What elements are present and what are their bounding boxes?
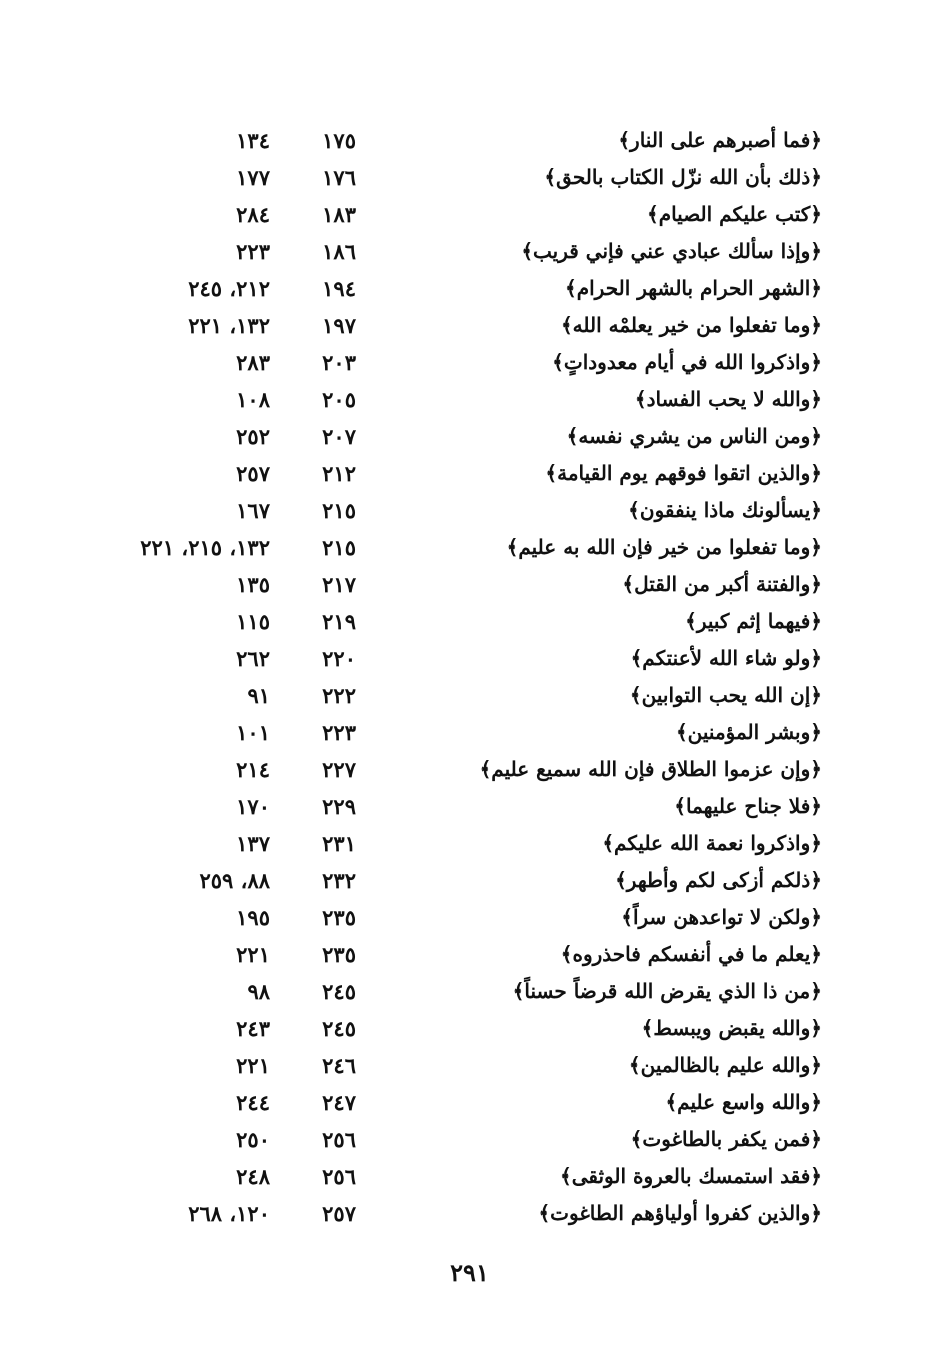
- verse-text: ﴿والذين اتقوا فوقهم يوم القيامة﴾: [545, 461, 822, 485]
- verse-text: ﴿ومن الناس من يشري نفسه﴾: [566, 424, 822, 448]
- verse-number: ٢٢٠: [322, 646, 356, 671]
- index-row: [0, 677, 939, 714]
- verse-number: ٢٣٥: [322, 905, 356, 930]
- verse-number: ٢١٩: [322, 609, 356, 634]
- page-references: ٢٥٢: [236, 424, 270, 449]
- page-references: ١١٥: [236, 609, 270, 634]
- page-references: ٢٥٠: [236, 1127, 270, 1152]
- index-row: [0, 122, 939, 159]
- page-references: ٨٨، ٢٥٩: [199, 868, 270, 893]
- verse-number: ١٨٦: [322, 239, 356, 264]
- verse-text: ﴿الشهر الحرام بالشهر الحرام﴾: [565, 276, 822, 300]
- index-row: [0, 714, 939, 751]
- verse-number: ٢٤٦: [322, 1053, 356, 1078]
- verse-text: ﴿فيهما إثم كبير﴾: [685, 609, 822, 633]
- index-row: [0, 1010, 939, 1047]
- index-row: [0, 344, 939, 381]
- verse-number: ٢١٥: [322, 535, 356, 560]
- verse-text: ﴿ذلكم أزكى لكم وأطهر﴾: [615, 868, 822, 892]
- verse-number: ٢٠٣: [322, 350, 356, 375]
- page-references: ٢٨٣: [236, 350, 270, 375]
- index-row: [0, 307, 939, 344]
- verse-number: ٢٤٥: [322, 1016, 356, 1041]
- index-row: [0, 1084, 939, 1121]
- index-row: [0, 788, 939, 825]
- page-references: ١٣٢، ٢٢١: [188, 313, 270, 338]
- page-number: ٢٩١: [450, 1258, 489, 1287]
- page-references: ٢٨٤: [236, 202, 270, 227]
- verse-text: ﴿ولو شاء الله لأعنتكم﴾: [630, 646, 822, 670]
- page-references: ٢٤٣: [236, 1016, 270, 1041]
- verse-number: ٢٣٥: [322, 942, 356, 967]
- page-references: ٩١: [247, 683, 270, 708]
- verse-number: ٢١٥: [322, 498, 356, 523]
- verse-text: ﴿والله لا يحب الفساد﴾: [634, 387, 822, 411]
- index-row: [0, 1195, 939, 1232]
- page-references: ٢٢١: [236, 1053, 270, 1078]
- page-references: ١٣٥: [236, 572, 270, 597]
- index-row: [0, 862, 939, 899]
- verse-number: ١٨٣: [322, 202, 356, 227]
- page-references: ٢٦٢: [236, 646, 270, 671]
- verse-number: ٢١٢: [322, 461, 356, 486]
- verse-number: ٢١٧: [322, 572, 356, 597]
- page-references: ١٠١: [236, 720, 270, 745]
- index-row: [0, 492, 939, 529]
- index-row: [0, 899, 939, 936]
- verse-text: ﴿والذين كفروا أولياؤهم الطاغوت﴾: [538, 1201, 822, 1225]
- page-references: ١٧٠: [236, 794, 270, 819]
- verse-text: ﴿فمن يكفر بالطاغوت﴾: [630, 1127, 822, 1151]
- verse-text: ﴿والله واسع عليم﴾: [665, 1090, 822, 1114]
- verse-number: ٢٥٦: [322, 1164, 356, 1189]
- page-references: ١٢٠، ٢٦٨: [188, 1201, 270, 1226]
- page-references: ٢١٤: [236, 757, 270, 782]
- verse-text: ﴿وإن عزموا الطلاق فإن الله سميع عليم﴾: [479, 757, 822, 781]
- verse-text: ﴿إن الله يحب التوابين﴾: [629, 683, 822, 707]
- verse-text: ﴿والله عليم بالظالمين﴾: [628, 1053, 822, 1077]
- index-row: [0, 825, 939, 862]
- page-references: ١٦٧: [236, 498, 270, 523]
- verse-number: ١٧٦: [322, 165, 356, 190]
- verse-number: ٢٢٩: [322, 794, 356, 819]
- page-references: ١٣٢، ٢١٥، ٢٢١: [140, 535, 270, 560]
- index-row: [0, 1121, 939, 1158]
- index-row: [0, 196, 939, 233]
- page-references: ٢١٢، ٢٤٥: [188, 276, 270, 301]
- verse-text: ﴿يعلم ما في أنفسكم فاحذروه﴾: [560, 942, 822, 966]
- index-row: [0, 455, 939, 492]
- verse-number: ١٩٤: [322, 276, 356, 301]
- page-references: ١٩٥: [236, 905, 270, 930]
- verse-text: ﴿ذلك بأن الله نزّل الكتاب بالحق﴾: [544, 165, 822, 189]
- verse-text: ﴿من ذا الذي يقرض الله قرضاً حسناً﴾: [512, 979, 822, 1003]
- verse-number: ٢٣٢: [322, 868, 356, 893]
- page-references: ٢٤٤: [236, 1090, 270, 1115]
- verse-number: ٢٥٦: [322, 1127, 356, 1152]
- verse-text: ﴿فلا جناح عليهما﴾: [674, 794, 822, 818]
- index-row: [0, 1047, 939, 1084]
- verse-text: ﴿وما تفعلوا من خير فإن الله به عليم﴾: [506, 535, 822, 559]
- verse-number: ٢٢٣: [322, 720, 356, 745]
- verse-number: ٢٠٥: [322, 387, 356, 412]
- verse-text: ﴿واذكروا الله في أيام معدوداتٍ﴾: [552, 350, 822, 374]
- index-row: [0, 233, 939, 270]
- verse-text: ﴿فما أصبرهم على النار﴾: [618, 128, 822, 152]
- page-references: ٢٤٨: [236, 1164, 270, 1189]
- page-references: ٩٨: [247, 979, 270, 1004]
- verse-text: ﴿فقد استمسك بالعروة الوثقى﴾: [559, 1164, 822, 1188]
- page-references: ٢٢١: [236, 942, 270, 967]
- verse-index-table: [0, 122, 939, 1232]
- index-row: [0, 566, 939, 603]
- index-row: [0, 529, 939, 566]
- verse-text: ﴿وما تفعلوا من خير يعلمْه الله﴾: [560, 313, 822, 337]
- verse-text: ﴿وبشر المؤمنين﴾: [675, 720, 822, 744]
- page-references: ٢٥٧: [236, 461, 270, 486]
- index-row: [0, 1158, 939, 1195]
- verse-number: ٢٢٧: [322, 757, 356, 782]
- index-row: [0, 270, 939, 307]
- verse-number: ١٧٥: [322, 128, 356, 153]
- page-references: ١٣٤: [236, 128, 270, 153]
- verse-text: ﴿والفتنة أكبر من القتل﴾: [622, 572, 822, 596]
- verse-text: ﴿كتب عليكم الصيام﴾: [646, 202, 822, 226]
- index-row: [0, 751, 939, 788]
- index-row: [0, 418, 939, 455]
- verse-number: ٢٢٢: [322, 683, 356, 708]
- verse-text: ﴿والله يقبض ويبسط﴾: [641, 1016, 822, 1040]
- verse-number: ٢٤٥: [322, 979, 356, 1004]
- index-row: [0, 640, 939, 677]
- verse-number: ٢٣١: [322, 831, 356, 856]
- verse-text: ﴿ولكن لا تواعدهن سراً﴾: [621, 905, 822, 929]
- verse-text: ﴿واذكروا نعمة الله عليكم﴾: [602, 831, 822, 855]
- verse-number: ٢٥٧: [322, 1201, 356, 1226]
- index-row: [0, 603, 939, 640]
- page-references: ١٧٧: [236, 165, 270, 190]
- index-row: [0, 159, 939, 196]
- index-row: [0, 973, 939, 1010]
- verse-number: ٢٠٧: [322, 424, 356, 449]
- verse-text: ﴿وإذا سألك عبادي عني فإني قريب﴾: [521, 239, 822, 263]
- page-references: ١٠٨: [236, 387, 270, 412]
- verse-number: ١٩٧: [322, 313, 356, 338]
- index-row: [0, 381, 939, 418]
- page-references: ٢٢٣: [236, 239, 270, 264]
- page-references: ١٣٧: [236, 831, 270, 856]
- verse-number: ٢٤٧: [322, 1090, 356, 1115]
- index-row: [0, 936, 939, 973]
- verse-text: ﴿يسألونك ماذا ينفقون﴾: [628, 498, 822, 522]
